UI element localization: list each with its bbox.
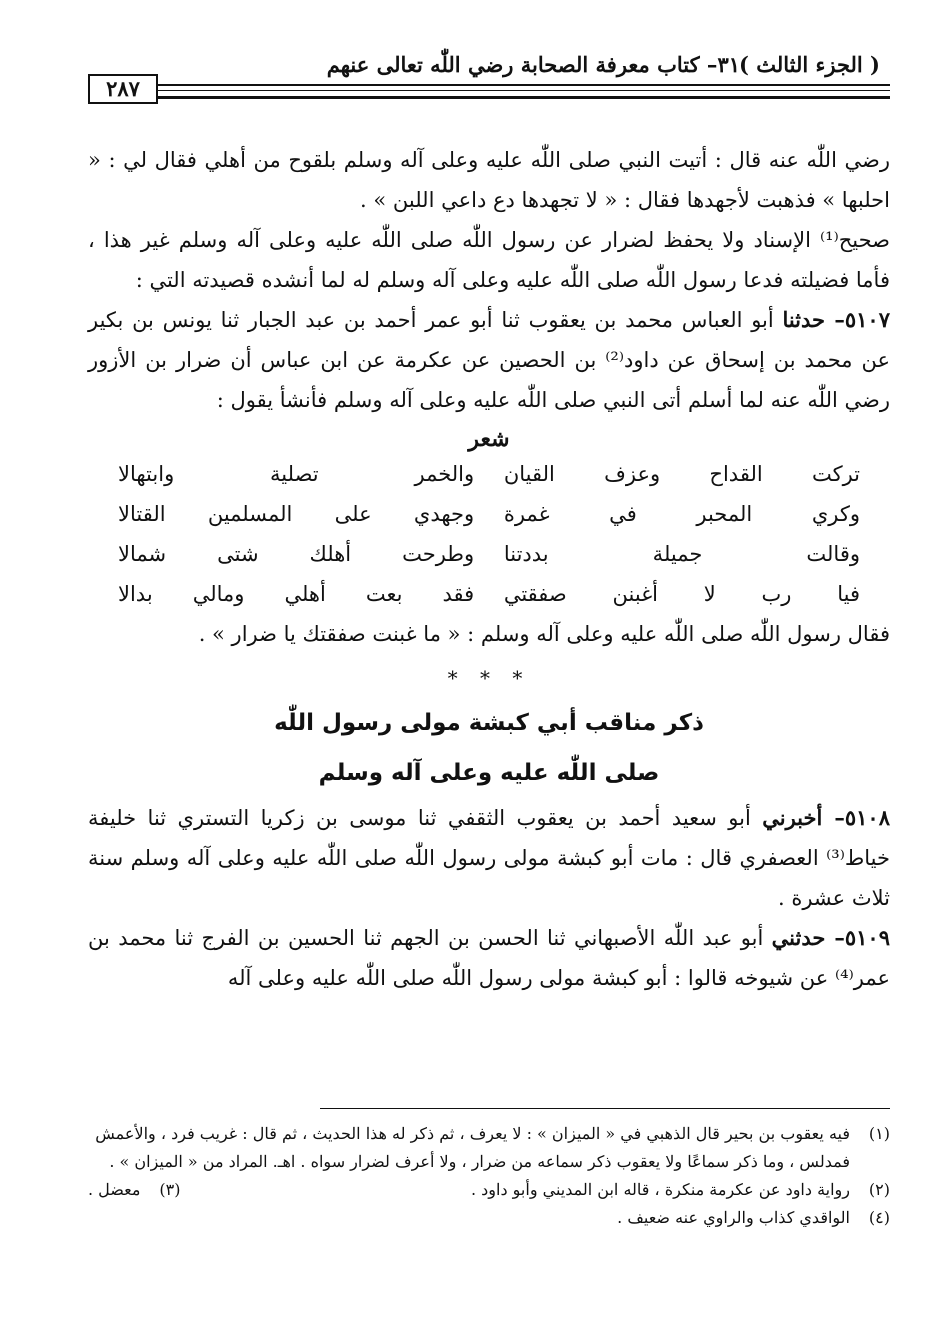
- hadith-text: أبو سعيد أحمد بن يعقوب الثقفي ثنا موسى بن زكريا التستري ثنا خليفة خياط⁽³⁾ العصفري قال : مات أبو كبشة مولى رسول اللّٰه صلى اللّٰه عليه وعلى آله وسلم سنة ثلاث عشرة .: [88, 806, 890, 910]
- verse-right: وكري المحبر في غمرة: [503, 502, 860, 526]
- header-rule: [158, 84, 890, 86]
- footnote-text: معضل .: [88, 1180, 141, 1199]
- hadith-text: أبو العباس محمد بن يعقوب ثنا أبو عمر أحمد بن عبد الجبار ثنا يونس بن بكير عن محمد بن إسحاق عن داود⁽²⁾ بن الحصين عن عكرمة عن ابن عباس أن ضرار بن الأزور رضي اللّٰه عنه لما أسلم أتى النبي صلى اللّٰه عليه وعلى آله وسلم فأنشأ يقول :: [88, 308, 890, 412]
- paragraph: صحيح⁽¹⁾ الإسناد ولا يحفظ لضرار عن رسول اللّٰه صلى اللّٰه عليه وعلى آله وسلم غير هذا ، فأما فضيلته فدعا رسول اللّٰه صلى اللّٰه عليه وعلى آله وسلم له لما أنشده قصيدته التي :: [88, 228, 890, 292]
- footnote: [88, 1176, 180, 1204]
- poem-verse: [88, 534, 890, 574]
- verse-right: فيا رب لا أغبنن صفقتي: [503, 582, 860, 606]
- hadith-5109: [88, 918, 890, 998]
- footnotes: [88, 1120, 890, 1232]
- hadith-5108: [88, 798, 890, 918]
- main-text: [88, 140, 890, 998]
- footnote-number: (٢): [868, 1180, 890, 1199]
- footnote: [88, 1120, 890, 1176]
- verse-left: وجهدي على المسلمين القتالا: [118, 502, 475, 526]
- part-title: ( الجزء الثالث ): [738, 52, 880, 77]
- footnote-number: (١): [868, 1124, 890, 1143]
- verse-left: والخمر تصلية وابتهالا: [118, 462, 475, 486]
- header-rule: [158, 90, 890, 91]
- header-rule: [158, 96, 890, 99]
- hadith-number: ٥١٠٨– أخبرني: [762, 805, 890, 830]
- footnote-number: (٤): [868, 1208, 890, 1227]
- verse-left: فقد بعت أهلي ومالي بدالا: [118, 582, 475, 606]
- poem-verse: [88, 454, 890, 494]
- footnote: [345, 1176, 890, 1204]
- hadith-number: ٥١٠٩– حدثني: [771, 925, 890, 950]
- verse-right: تركت القداح وعزف القيان: [503, 462, 860, 486]
- verse-right: وقالت جميلة بددتنا: [503, 542, 860, 566]
- footnote-text: فيه يعقوب بن بحير قال الذهبي في « الميزان » : لا يعرف ، ثم ذكر له هذا الحديث ، ثم قال : غريب فرد ، والأعمش فمدلس ، وما ذكر سماعًا ولا يعقوب ذكر سماعه من ضرار ، ولا أعرف لضرار سواه . اهـ. المراد من « الميزان » .: [95, 1124, 850, 1171]
- footnote-text: الواقدي كذاب والراوي عنه ضعيف .: [617, 1208, 850, 1227]
- chapter-title: ٣١– كتاب معرفة الصحابة رضي اللّٰه تعالى عنهم: [326, 52, 740, 77]
- hadith-text: أبو عبد اللّٰه الأصبهاني ثنا الحسن بن الجهم ثنا الحسين بن الفرج ثنا محمد بن عمر⁽⁴⁾ عن شيوخه قالوا : أبو كبشة مولى رسول اللّٰه صلى اللّٰه عليه وعلى آله: [88, 926, 890, 990]
- hadith-number: ٥١٠٧– حدثنا: [782, 307, 890, 332]
- section-title: ذكر مناقب أبي كبشة مولى رسول اللّٰه: [274, 710, 704, 736]
- footnote-row: [88, 1176, 890, 1204]
- section-title: صلى اللّٰه عليه وعلى آله وسلم: [318, 760, 660, 786]
- footnote-number: (٣): [159, 1180, 181, 1199]
- hadith-5107: [88, 300, 890, 420]
- paragraph: فقال رسول اللّٰه صلى اللّٰه عليه وعلى آله وسلم : « ما غبنت صفقتك يا ضرار » .: [198, 622, 890, 646]
- page-header: [88, 52, 890, 102]
- paragraph: رضي اللّٰه عنه قال : أتيت النبي صلى اللّٰه عليه وعلى آله وسلم بلقوح من أهلي فقال لي : « احلبها » فذهبت لأجهدها فقال : « لا تجهدها دع داعي اللبن » .: [88, 148, 890, 212]
- verse-left: وطرحت أهلك شتى شمالا: [118, 542, 475, 566]
- separator-stars: * * *: [447, 666, 531, 690]
- footnote-rule: [320, 1108, 890, 1109]
- poem-verse: [88, 574, 890, 614]
- page-number: ٢٨٧: [88, 74, 158, 104]
- poem-verse: [88, 494, 890, 534]
- poem-title: شعر: [468, 426, 510, 452]
- footnote: [88, 1204, 890, 1232]
- footnote-text: رواية داود عن عكرمة منكرة ، قاله ابن المديني وأبو داود .: [470, 1180, 850, 1199]
